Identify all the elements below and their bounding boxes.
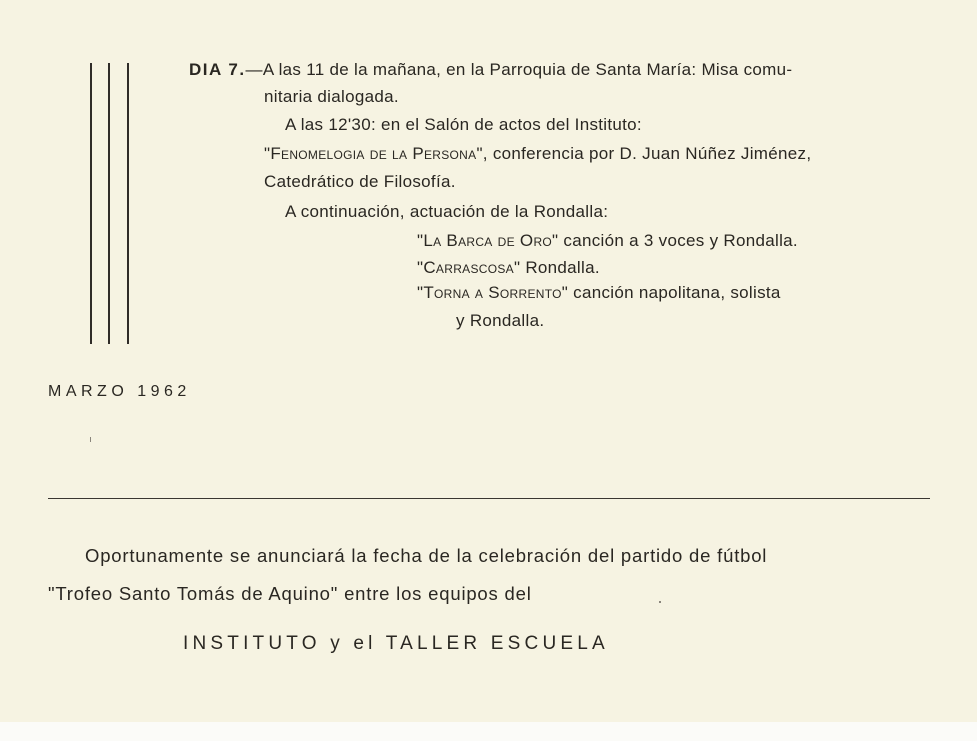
- program-line-1: [189, 60, 792, 80]
- notice-line-1: Oportunamente se anunciará la fecha de la celebración del partido de fútbol: [85, 545, 768, 566]
- decorative-rule-middle: [108, 63, 110, 344]
- song-item: "Torna a Sorrento" canción napolitana, solista: [417, 283, 781, 302]
- song-title: La Barca de Oro: [423, 231, 553, 250]
- lecture-title: Fenomelogia de la Persona: [270, 144, 477, 163]
- song-item: "Carrascosa" Rondalla.: [417, 258, 600, 277]
- date-label: MARZO 1962: [48, 383, 191, 400]
- scan-speck: [659, 601, 661, 603]
- mass-text: —A las 11 de la mañana, en la Parroquia de Santa María: Misa comu-: [245, 60, 793, 79]
- program-line-5: Catedrático de Filosofía.: [264, 172, 456, 191]
- song-item: "La Barca de Oro" canción a 3 voces y Rondalla.: [417, 231, 798, 250]
- song-3-continuation: y Rondalla.: [456, 311, 545, 330]
- scan-speck: [90, 437, 91, 442]
- day-label: DIA 7.: [189, 60, 246, 79]
- program-line-6: A continuación, actuación de la Rondalla:: [285, 202, 609, 221]
- decorative-rule-left: [90, 63, 92, 344]
- scan-border: [0, 722, 977, 741]
- decorative-rule-right: [127, 63, 129, 344]
- divider: [48, 498, 930, 499]
- song-title: Carrascosa: [423, 258, 514, 277]
- notice-line-2: "Trofeo Santo Tomás de Aquino" entre los equipos del: [48, 583, 532, 604]
- lecture-line: "Fenomelogia de la Persona", conferencia por D. Juan Núñez Jiménez,: [264, 144, 812, 163]
- teams-line: INSTITUTO y el TALLER ESCUELA: [183, 633, 609, 654]
- song-title: Torna a Sorrento: [423, 283, 562, 302]
- program-line-3: A las 12'30: en el Salón de actos del Instituto:: [285, 115, 642, 134]
- program-line-2: nitaria dialogada.: [264, 87, 399, 106]
